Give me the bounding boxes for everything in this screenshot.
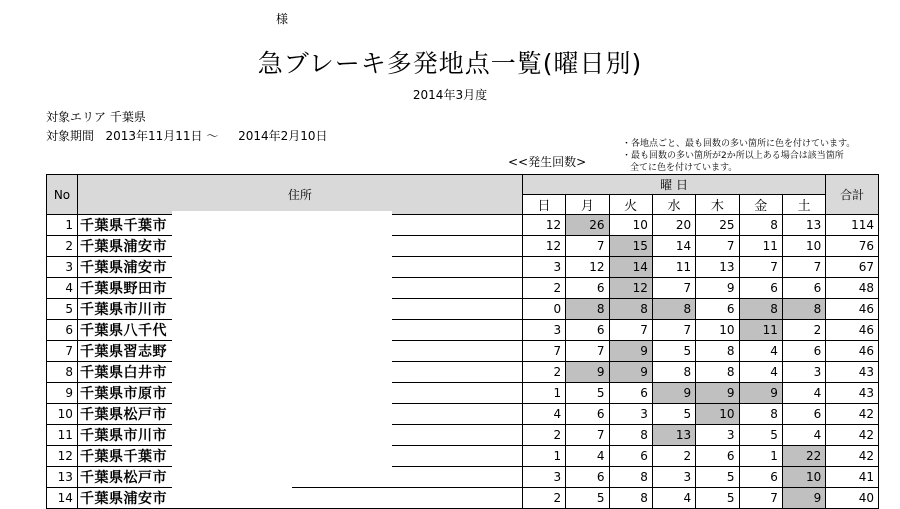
day-count-cell: 8 [609, 299, 652, 320]
day-count-cell: 6 [609, 383, 652, 404]
day-count-cell: 2 [782, 320, 825, 341]
total-cell: 42 [826, 404, 879, 425]
total-cell: 43 [826, 362, 879, 383]
address-cell: 千葉県浦安市 [77, 236, 522, 257]
day-count-cell: 0 [522, 299, 565, 320]
day-count-cell: 9 [782, 488, 825, 509]
address-cell: 千葉県松戸市 [77, 467, 522, 488]
period-start: 2013年11月11日 [105, 129, 203, 143]
table-header [47, 175, 879, 215]
day-count-cell: 5 [566, 488, 609, 509]
row-number: 13 [47, 467, 78, 488]
day-count-cell: 2 [522, 425, 565, 446]
day-count-cell: 8 [739, 404, 782, 425]
day-count-cell: 4 [739, 341, 782, 362]
day-count-cell: 9 [696, 383, 739, 404]
day-count-cell: 25 [696, 215, 739, 236]
total-cell: 48 [826, 278, 879, 299]
target-period [46, 127, 328, 144]
row-number: 12 [47, 446, 78, 467]
address-cell: 千葉県千葉市 [77, 446, 522, 467]
day-count-cell: 4 [566, 446, 609, 467]
total-cell: 40 [826, 488, 879, 509]
header-day: 金 [739, 195, 782, 215]
day-count-cell: 8 [652, 362, 695, 383]
day-count-cell: 13 [652, 425, 695, 446]
day-count-cell: 12 [566, 257, 609, 278]
address-cell: 千葉県野田市 [77, 278, 522, 299]
note-line: 全てに色を付けています。 [630, 163, 738, 173]
address-cell: 千葉県白井市 [77, 362, 522, 383]
total-cell: 43 [826, 383, 879, 404]
day-count-cell: 7 [522, 341, 565, 362]
day-count-cell: 10 [782, 236, 825, 257]
header-day: 火 [609, 195, 652, 215]
total-cell: 76 [826, 236, 879, 257]
header-day: 月 [566, 195, 609, 215]
day-count-cell: 7 [652, 320, 695, 341]
total-cell: 42 [826, 446, 879, 467]
row-number: 6 [47, 320, 78, 341]
header-no: No [47, 175, 78, 215]
total-cell: 46 [826, 320, 879, 341]
day-count-cell: 6 [782, 404, 825, 425]
day-count-cell: 14 [609, 257, 652, 278]
address-cell: 千葉県浦安市 [77, 488, 522, 509]
day-count-cell: 5 [696, 467, 739, 488]
day-count-cell: 11 [652, 257, 695, 278]
day-count-cell: 3 [522, 257, 565, 278]
day-count-cell: 7 [696, 236, 739, 257]
header-weekday: 曜 日 [522, 175, 825, 195]
day-count-cell: 7 [566, 236, 609, 257]
salutation: 様 [276, 12, 289, 26]
day-count-cell: 3 [522, 320, 565, 341]
day-count-cell: 8 [609, 425, 652, 446]
header-day: 土 [782, 195, 825, 215]
day-count-cell: 3 [522, 467, 565, 488]
day-count-cell: 10 [696, 320, 739, 341]
day-count-cell: 6 [609, 446, 652, 467]
day-count-cell: 15 [609, 236, 652, 257]
day-count-cell: 10 [782, 467, 825, 488]
row-number: 7 [47, 341, 78, 362]
target-area-label: 対象エリア [46, 110, 107, 124]
day-count-cell: 14 [652, 236, 695, 257]
day-count-cell: 9 [566, 362, 609, 383]
total-cell: 41 [826, 467, 879, 488]
count-label: <<発生回数> [508, 155, 587, 169]
day-count-cell: 13 [696, 257, 739, 278]
day-count-cell: 8 [696, 341, 739, 362]
target-area-value: 千葉県 [109, 110, 146, 124]
row-number: 3 [47, 257, 78, 278]
day-count-cell: 7 [652, 278, 695, 299]
period-end: 2014年2月10日 [238, 129, 328, 143]
note-line: ・各地点ごと、最も回数の多い箇所に色を付けています。 [622, 139, 856, 149]
address-cell: 千葉県市川市 [77, 425, 522, 446]
day-count-cell: 7 [609, 320, 652, 341]
day-count-cell: 6 [739, 467, 782, 488]
day-count-cell: 10 [696, 404, 739, 425]
report-month: 2014年3月度 [412, 88, 488, 102]
address-cell: 千葉県習志野 [77, 341, 522, 362]
day-count-cell: 6 [696, 446, 739, 467]
day-count-cell: 8 [739, 299, 782, 320]
day-count-cell: 3 [652, 467, 695, 488]
period-separator: ～ [206, 129, 219, 143]
day-count-cell: 1 [739, 446, 782, 467]
day-count-cell: 11 [739, 320, 782, 341]
row-number: 2 [47, 236, 78, 257]
redaction-mask [178, 219, 392, 481]
day-count-cell: 12 [522, 236, 565, 257]
total-cell: 67 [826, 257, 879, 278]
address-cell: 千葉県市原市 [77, 383, 522, 404]
header-total: 合計 [826, 175, 879, 215]
notes [622, 138, 855, 174]
total-cell: 46 [826, 299, 879, 320]
header-day: 水 [652, 195, 695, 215]
day-count-cell: 7 [782, 257, 825, 278]
day-count-cell: 26 [566, 215, 609, 236]
day-count-cell: 9 [652, 383, 695, 404]
day-count-cell: 5 [652, 404, 695, 425]
day-count-cell: 4 [522, 404, 565, 425]
day-count-cell: 9 [609, 341, 652, 362]
day-count-cell: 5 [739, 425, 782, 446]
address-cell: 千葉県浦安市 [77, 257, 522, 278]
day-count-cell: 2 [522, 278, 565, 299]
total-cell: 42 [826, 425, 879, 446]
target-area [46, 108, 146, 125]
row-number: 11 [47, 425, 78, 446]
row-number: 8 [47, 362, 78, 383]
day-count-cell: 7 [566, 425, 609, 446]
day-count-cell: 8 [652, 299, 695, 320]
address-cell: 千葉県松戸市 [77, 404, 522, 425]
day-count-cell: 8 [609, 488, 652, 509]
day-count-cell: 12 [609, 278, 652, 299]
day-count-cell: 9 [696, 278, 739, 299]
day-count-cell: 8 [739, 215, 782, 236]
day-count-cell: 2 [522, 362, 565, 383]
header-address: 住所 [77, 175, 522, 215]
target-period-label: 対象期間 [46, 129, 95, 143]
total-cell: 46 [826, 341, 879, 362]
address-cell: 千葉県市川市 [77, 299, 522, 320]
redaction-mask [172, 487, 292, 500]
row-number: 1 [47, 215, 78, 236]
day-count-cell: 2 [652, 446, 695, 467]
day-count-cell: 6 [739, 278, 782, 299]
day-count-cell: 8 [566, 299, 609, 320]
redaction-mask [172, 211, 392, 219]
day-count-cell: 1 [522, 383, 565, 404]
day-count-cell: 5 [566, 383, 609, 404]
day-count-cell: 3 [782, 362, 825, 383]
day-count-cell: 12 [522, 215, 565, 236]
day-count-cell: 13 [782, 215, 825, 236]
day-count-cell: 7 [739, 257, 782, 278]
day-count-cell: 11 [739, 236, 782, 257]
header-day: 日 [522, 195, 565, 215]
day-count-cell: 6 [566, 278, 609, 299]
day-count-cell: 5 [652, 341, 695, 362]
day-count-cell: 3 [609, 404, 652, 425]
day-count-cell: 9 [739, 383, 782, 404]
day-count-cell: 8 [696, 362, 739, 383]
row-number: 9 [47, 383, 78, 404]
brake-hotspot-table [46, 174, 879, 509]
day-count-cell: 6 [782, 341, 825, 362]
day-count-cell: 9 [609, 362, 652, 383]
day-count-cell: 20 [652, 215, 695, 236]
address-cell: 千葉県八千代 [77, 320, 522, 341]
day-count-cell: 6 [566, 404, 609, 425]
day-count-cell: 4 [782, 383, 825, 404]
note-line: ・最も回数の多い箇所が2か所以上ある場合は該当箇所 [622, 151, 844, 161]
day-count-cell: 1 [522, 446, 565, 467]
day-count-cell: 6 [782, 278, 825, 299]
page-title: 急ブレーキ多発地点一覧(曜日別) [257, 49, 643, 78]
day-count-cell: 3 [696, 425, 739, 446]
day-count-cell: 6 [696, 299, 739, 320]
total-cell: 114 [826, 215, 879, 236]
address-cell: 千葉県千葉市 [77, 215, 522, 236]
row-number: 5 [47, 299, 78, 320]
row-number: 14 [47, 488, 78, 509]
row-number: 10 [47, 404, 78, 425]
day-count-cell: 7 [566, 341, 609, 362]
day-count-cell: 22 [782, 446, 825, 467]
day-count-cell: 6 [566, 320, 609, 341]
day-count-cell: 7 [739, 488, 782, 509]
day-count-cell: 8 [782, 299, 825, 320]
day-count-cell: 10 [609, 215, 652, 236]
row-number: 4 [47, 278, 78, 299]
day-count-cell: 2 [522, 488, 565, 509]
day-count-cell: 4 [652, 488, 695, 509]
day-count-cell: 5 [696, 488, 739, 509]
day-count-cell: 4 [782, 425, 825, 446]
day-count-cell: 8 [609, 467, 652, 488]
day-count-cell: 6 [566, 467, 609, 488]
header-day: 木 [696, 195, 739, 215]
day-count-cell: 4 [739, 362, 782, 383]
